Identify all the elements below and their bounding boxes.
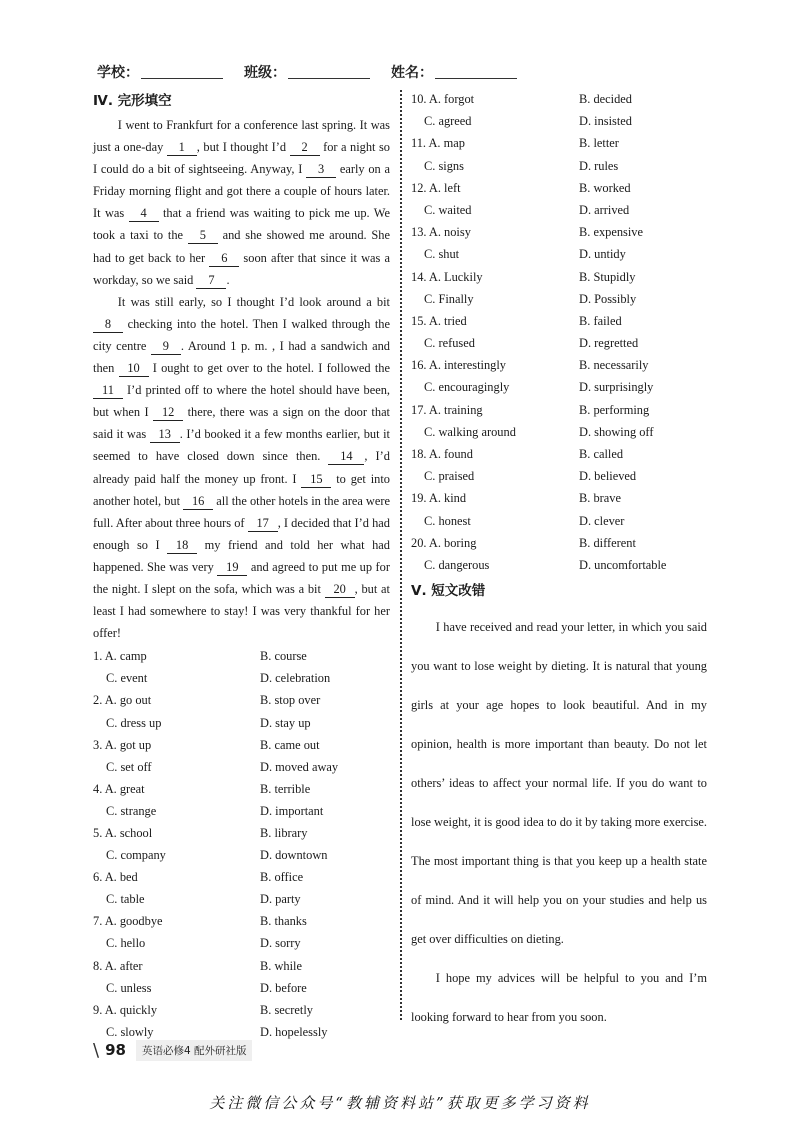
option-row <box>411 465 707 487</box>
option-row <box>93 977 390 999</box>
blank-19[interactable]: 19 <box>217 560 247 576</box>
option-d[interactable]: D. downtown <box>260 848 328 863</box>
option-d[interactable]: D. stay up <box>260 715 311 730</box>
option-row <box>411 376 707 398</box>
error-correction-title: Ⅴ. 短文改错 <box>411 583 486 600</box>
option-row <box>93 800 390 822</box>
essay-paragraph-2: I hope my advices will be helpful to you and I’m looking forward to hear from you soon. <box>411 971 707 1025</box>
option-row <box>93 910 390 932</box>
option-row <box>411 221 707 243</box>
option-c[interactable]: C. slowly <box>106 1024 154 1039</box>
option-d[interactable]: D. before <box>260 980 307 995</box>
option-row <box>411 199 707 221</box>
option-b[interactable]: B. Stupidly <box>579 269 636 284</box>
blank-11[interactable]: 11 <box>93 383 123 399</box>
option-row <box>411 88 707 110</box>
option-a[interactable]: 7. A. goodbye <box>93 914 163 929</box>
option-b[interactable]: B. thanks <box>260 914 307 929</box>
option-a[interactable]: 4. A. great <box>93 781 145 796</box>
option-c[interactable]: C. dress up <box>106 715 162 730</box>
error-correction-passage <box>411 608 707 1037</box>
option-b[interactable]: B. while <box>260 958 302 973</box>
option-row <box>411 177 707 199</box>
option-row <box>411 288 707 310</box>
options-list-left <box>93 645 390 1043</box>
option-a[interactable]: 13. A. noisy <box>411 225 471 240</box>
option-c[interactable]: C. waited <box>424 202 472 217</box>
blank-6[interactable]: 6 <box>209 251 239 267</box>
blank-14[interactable]: 14 <box>328 449 364 465</box>
option-row <box>411 132 707 154</box>
option-d[interactable]: D. arrived <box>579 202 630 217</box>
class-blank[interactable] <box>288 64 370 79</box>
blank-4[interactable]: 4 <box>129 206 159 222</box>
option-b[interactable]: B. library <box>260 826 308 840</box>
option-d[interactable]: D. hopelessly <box>260 1024 328 1039</box>
option-c[interactable]: C. Finally <box>424 291 474 306</box>
option-b[interactable]: B. letter <box>579 136 619 151</box>
option-d[interactable]: D. party <box>260 892 301 907</box>
option-b[interactable]: B. brave <box>579 491 621 506</box>
option-b[interactable]: B. course <box>260 649 307 664</box>
school-blank[interactable] <box>141 64 223 79</box>
option-b[interactable]: B. necessarily <box>579 358 649 373</box>
blank-20[interactable]: 20 <box>325 582 355 598</box>
option-d[interactable]: D. clever <box>579 513 625 528</box>
cloze-passage <box>93 114 390 644</box>
option-row <box>93 734 390 756</box>
option-a[interactable]: 6. A. bed <box>93 870 138 885</box>
book-tag: 英语必修4 配外研社版 <box>136 1040 253 1061</box>
option-a[interactable]: 3. A. got up <box>93 737 152 752</box>
name-blank[interactable] <box>435 64 517 79</box>
option-a[interactable]: 1. A. camp <box>93 649 147 664</box>
option-c[interactable]: C. dangerous <box>424 557 490 572</box>
option-row <box>411 554 707 576</box>
option-b[interactable]: B. called <box>579 447 624 461</box>
option-d[interactable]: D. believed <box>579 469 637 484</box>
option-c[interactable]: C. shut <box>424 247 460 262</box>
option-d[interactable]: D. sorry <box>260 936 301 951</box>
option-c[interactable]: C. strange <box>106 803 157 818</box>
essay-paragraph-1: I have received and read your letter, in which you said you want to lose weight by dieting. It is natural that young girls at your age hopes to look beautiful. And in my opinion, health is more important than beauty. Do not let others’ ideas to affect your normal life. If you do want to lose weight, it is good idea to do it by taking more exercise. The most important thing is that you keep up a health state of mind. And it will help you on your studies and help us get over difficulties on dieting. <box>411 620 707 947</box>
cloze-paragraph-1: I went to Frankfurt for a conference last spring. It was just a one-day 1 , but I thought I’d 2 for a night so I could do a bit of sightseeing. Anyway, I 3 early on a Friday morning flight and got there a couple of hours later. It was 4 that a friend was waiting to pick me up. We took a taxi to the 5 and she showed me around. She had to get back to her 6 soon after that since it was a workday, so we said 7 . <box>93 118 391 287</box>
option-a[interactable]: 12. A. left <box>411 180 461 195</box>
option-b[interactable]: B. decided <box>579 92 632 106</box>
blank-13[interactable]: 13 <box>150 427 180 443</box>
option-a[interactable]: 15. A. tried <box>411 313 467 328</box>
blank-15[interactable]: 15 <box>301 472 331 488</box>
blank-18[interactable]: 18 <box>167 538 197 554</box>
option-d[interactable]: D. celebration <box>260 671 331 686</box>
page-number: 98 <box>105 1041 126 1059</box>
blank-10[interactable]: 10 <box>119 361 149 377</box>
option-a[interactable]: 16. A. interestingly <box>411 358 506 373</box>
option-row <box>411 110 707 132</box>
option-a[interactable]: 19. A. kind <box>411 491 467 506</box>
option-c[interactable]: C. set off <box>106 759 152 774</box>
option-row <box>93 932 390 954</box>
cloze-section-title: Ⅳ. 完形填空 <box>93 93 172 109</box>
option-b[interactable]: B. stop over <box>260 693 321 708</box>
option-row <box>93 844 390 866</box>
option-c[interactable]: C. unless <box>106 980 152 995</box>
option-row <box>411 310 707 332</box>
option-a[interactable]: 18. A. found <box>411 447 473 461</box>
option-row <box>93 955 390 977</box>
class-field <box>244 62 370 82</box>
option-a[interactable]: 2. A. go out <box>93 693 152 708</box>
option-row <box>93 667 390 689</box>
option-row <box>93 822 390 844</box>
option-a[interactable]: 17. A. training <box>411 402 483 417</box>
option-c[interactable]: C. hello <box>106 936 146 951</box>
option-d[interactable]: D. important <box>260 803 324 818</box>
slash-ornament: \ <box>93 1039 100 1061</box>
option-d[interactable]: D. Possibly <box>579 291 637 306</box>
option-row <box>93 888 390 910</box>
blank-12[interactable]: 12 <box>153 405 183 421</box>
name-label: 姓名： <box>391 65 433 81</box>
option-b[interactable]: B. performing <box>579 402 650 417</box>
option-c[interactable]: C. table <box>106 892 145 907</box>
options-list-right <box>411 88 707 576</box>
option-row <box>93 778 390 800</box>
column-divider <box>400 90 402 1020</box>
blank-8[interactable]: 8 <box>93 317 123 333</box>
blank-7[interactable]: 7 <box>196 273 226 289</box>
option-row <box>93 645 390 667</box>
option-c[interactable]: C. agreed <box>424 114 472 129</box>
option-b[interactable]: B. came out <box>260 737 320 752</box>
option-b[interactable]: B. worked <box>579 180 631 195</box>
blank-3[interactable]: 3 <box>306 162 336 178</box>
option-b[interactable]: B. secretly <box>260 1002 313 1017</box>
option-row <box>411 266 707 288</box>
option-c[interactable]: C. refused <box>424 336 475 351</box>
option-d[interactable]: D. insisted <box>579 114 633 129</box>
option-c[interactable]: C. encouragingly <box>424 380 510 395</box>
option-c[interactable]: C. honest <box>424 513 471 528</box>
option-d[interactable]: D. untidy <box>579 247 626 262</box>
option-row <box>411 421 707 443</box>
option-d[interactable]: D. showing off <box>579 424 654 439</box>
wechat-promo-note: 关注微信公众号“教辅资料站”获取更多学习资料 <box>209 1094 591 1112</box>
option-b[interactable]: B. failed <box>579 313 622 328</box>
blank-1[interactable]: 1 <box>167 140 197 156</box>
option-a[interactable]: 10. A. forgot <box>411 92 475 106</box>
page-footer <box>93 1038 252 1062</box>
class-label: 班级： <box>244 65 286 81</box>
left-column <box>93 88 390 1043</box>
option-b[interactable]: B. terrible <box>260 781 311 796</box>
option-c[interactable]: C. signs <box>424 158 464 173</box>
blank-9[interactable]: 9 <box>151 339 181 355</box>
option-c[interactable]: C. event <box>106 671 148 686</box>
option-a[interactable]: 14. A. Luckily <box>411 269 483 284</box>
option-d[interactable]: D. rules <box>579 158 619 173</box>
blank-16[interactable]: 16 <box>183 494 213 510</box>
option-row <box>411 510 707 532</box>
right-column <box>411 88 707 1037</box>
option-row <box>411 155 707 177</box>
option-row <box>93 689 390 711</box>
school-field <box>97 62 223 82</box>
option-a[interactable]: 11. A. map <box>411 136 465 151</box>
option-row <box>411 443 707 465</box>
option-c[interactable]: C. praised <box>424 469 475 484</box>
option-d[interactable]: D. moved away <box>260 759 339 774</box>
option-row <box>411 399 707 421</box>
option-d[interactable]: D. surprisingly <box>579 380 654 395</box>
option-c[interactable]: C. company <box>106 848 166 863</box>
option-row <box>411 354 707 376</box>
option-b[interactable]: B. office <box>260 870 304 885</box>
option-row <box>93 999 390 1021</box>
name-field <box>391 62 517 82</box>
option-a[interactable]: 5. A. school <box>93 826 153 840</box>
option-row <box>93 866 390 888</box>
option-a[interactable]: 9. A. quickly <box>93 1002 158 1017</box>
blank-17[interactable]: 17 <box>248 516 278 532</box>
cloze-paragraph-2: It was still early, so I thought I’d look around a bit 8 checking into the hotel. Then I walked through the city centre 9 . Around 1 p. m. , I had a sandwich and then 10 I ought to get over to the hotel. I followed the 11 I’d printed off to where the hotel should have been, but when I 12 there, there was a sign on the door that said it was 13 . I’d booked it a few months earlier, but it seemed to have closed down since then. 14 , I’d already paid half the money up front. I 15 to get into another hotel, but 16 all the other hotels in the area were full. After about three hours of 17 , I decided that I’d had enough so I 18 my friend and told her what had happened. She was very 19 and agreed to put me up for the night. I slept on the sofa, which was a bit 20 , but at least I had somewhere to stay! I was very thankful for her offer! <box>93 294 391 641</box>
option-c[interactable]: C. walking around <box>424 424 516 439</box>
option-a[interactable]: 20. A. boring <box>411 535 477 550</box>
option-b[interactable]: B. different <box>579 535 636 550</box>
blank-5[interactable]: 5 <box>188 228 218 244</box>
option-row <box>411 532 707 554</box>
option-row <box>411 487 707 509</box>
school-label: 学校： <box>97 65 139 81</box>
option-row <box>93 712 390 734</box>
option-row <box>411 243 707 265</box>
option-a[interactable]: 8. A. after <box>93 958 143 973</box>
option-d[interactable]: D. regretted <box>579 336 639 351</box>
option-b[interactable]: B. expensive <box>579 225 644 240</box>
option-d[interactable]: D. uncomfortable <box>579 557 667 572</box>
blank-2[interactable]: 2 <box>290 140 320 156</box>
option-row <box>411 332 707 354</box>
option-row <box>93 756 390 778</box>
